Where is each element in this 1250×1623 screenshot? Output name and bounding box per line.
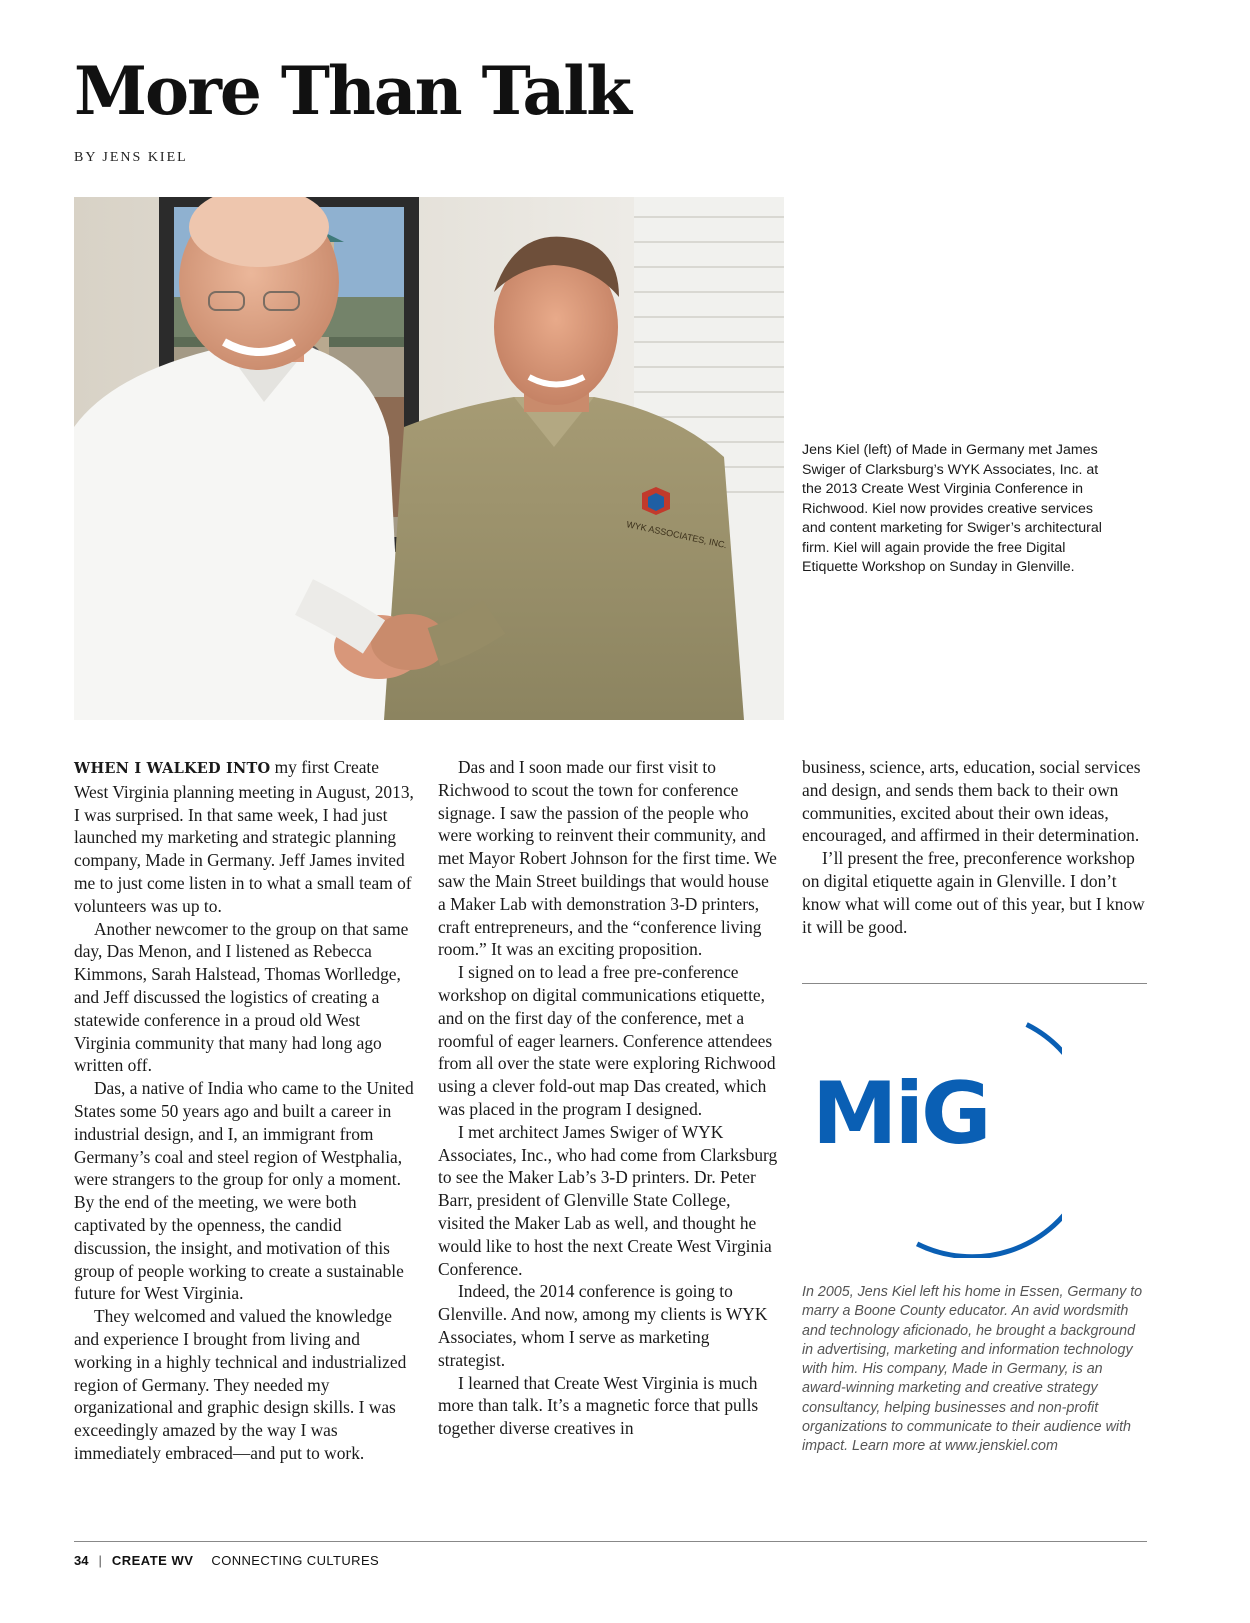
paragraph-8: Indeed, the 2014 conference is going to Glenville. And now, among my clients is WYK Associates, whom I serve as marketing strategist. xyxy=(438,1281,768,1370)
lead-in: WHEN I WALKED INTO xyxy=(74,760,271,777)
section-name: CONNECTING CULTURES xyxy=(211,1553,380,1568)
article-photo xyxy=(74,197,784,720)
byline: BY JENS KIEL xyxy=(74,150,188,165)
paragraph-2: Another newcomer to the group on that same day, Das Menon, and I listened as Rebecca Kimmons, Sarah Halstead, Thomas Worlledge, and Jeff discussed the logistics of creating a statewide conference in a proud old West Virginia community that many had long ago written off. xyxy=(74,918,409,1076)
paragraph-6: I signed on to lead a free pre-conference workshop on digital communications etiquette, and on the first day of the conference, met a roomful of eager learners. Conference attendees from all over the state were exploring Richwood using a clever fold-out map Das created, which was placed in the program I designed. xyxy=(438,962,776,1119)
shirt-logo-text: WYK ASSOCIATES, INC. xyxy=(625,519,728,551)
paragraph-4: They welcomed and valued the knowledge and experience I brought from living and working in a highly technical and industrialized region of Germany. They needed my organizational and graphic design skills. I was exceedingly amazed by the way I was immediately embraced—and put to work. xyxy=(74,1306,407,1463)
article-title: More Than Talk xyxy=(74,52,631,130)
paragraph-10: business, science, arts, education, social services and design, and sends them back to their own communities, excited about their own ideas, encouraged, and affirmed in their determination. xyxy=(802,757,1141,846)
magazine-name: CREATE WV xyxy=(111,1553,194,1568)
paragraph-3: Das, a native of India who came to the United States some 50 years ago and built a career in industrial design, and I, an immigrant from Germany’s coal and steel region of Westphalia, were strangers to the group for only a moment. By the end of the meeting, we were both captivated by the openness, the candid discussion, the insight, and motivation of this group of people working to create a sustainable future for West Virginia. xyxy=(74,1078,414,1304)
paragraph-5: Das and I soon made our first visit to Richwood to scout the town for conference signage. I saw the passion of the people who were working to reinvent their community, and met Mayor Robert Johnson for the first time. We saw the Main Street buildings that would house a Maker Lab with demonstration 3-D printers, craft entrepreneurs, and the “conference living room.” It was an exciting proposition. xyxy=(438,757,777,960)
author-bio: In 2005, Jens Kiel left his home in Essen, Germany to marry a Boone County educator. An avid wordsmith and technology aficionado, he brought a background in advertising, marketing and information technology with him. His company, Made in Germany, is an award-winning marketing and creative strategy consultancy, helping businesses and non-profit organizations to communicate to their audience with impact. Learn more at www.jenskiel.com xyxy=(802,1284,1143,1455)
mig-logo xyxy=(802,1013,1062,1258)
paragraph-9: I learned that Create West Virginia is much more than talk. It’s a magnetic force that pulls together diverse creatives in xyxy=(438,1372,759,1439)
paragraph-11: I’ll present the free, preconference workshop on digital etiquette again in Glenville. I don’t know what will come out of this year, but I know it will be good. xyxy=(802,848,1145,937)
sidebar-divider xyxy=(802,983,1147,984)
footer-separator: | xyxy=(98,1553,102,1568)
page-number: 34 xyxy=(74,1553,89,1568)
article-column-3 xyxy=(802,756,1147,938)
mig-logo-text: MiG xyxy=(812,1064,989,1164)
page-footer xyxy=(74,1553,379,1568)
paragraph-7: I met architect James Swiger of WYK Associates, Inc., who had come from Clarksburg to see the Maker Lab’s 3-D printers. Dr. Peter Barr, president of Glenville State College, visited the Maker Lab as well, and thought he would like to host the next Create West Virginia Conference. xyxy=(438,1121,778,1279)
footer-rule xyxy=(74,1541,1147,1542)
paragraph-1-text: my first Create West Virginia planning meeting in August, 2013, I was surprised. In that same week, I had just launched my marketing and strategic planning company, Made in Germany. Jeff James invited me to just come listen in to what a small team of volunteers was up to. xyxy=(74,757,414,916)
article-column-2 xyxy=(438,756,778,1440)
paragraph-1 xyxy=(74,756,414,918)
photo-caption: Jens Kiel (left) of Made in Germany met James Swiger of Clarksburg’s WYK Associates, Inc. at the 2013 Create West Virginia Conference in Richwood. Kiel now provides creative services and content marketing for Swiger’s architectural firm. Kiel will again provide the free Digital Etiquette Workshop on Sunday in Glenville. xyxy=(802,442,1102,575)
article-column-1 xyxy=(74,756,414,1465)
